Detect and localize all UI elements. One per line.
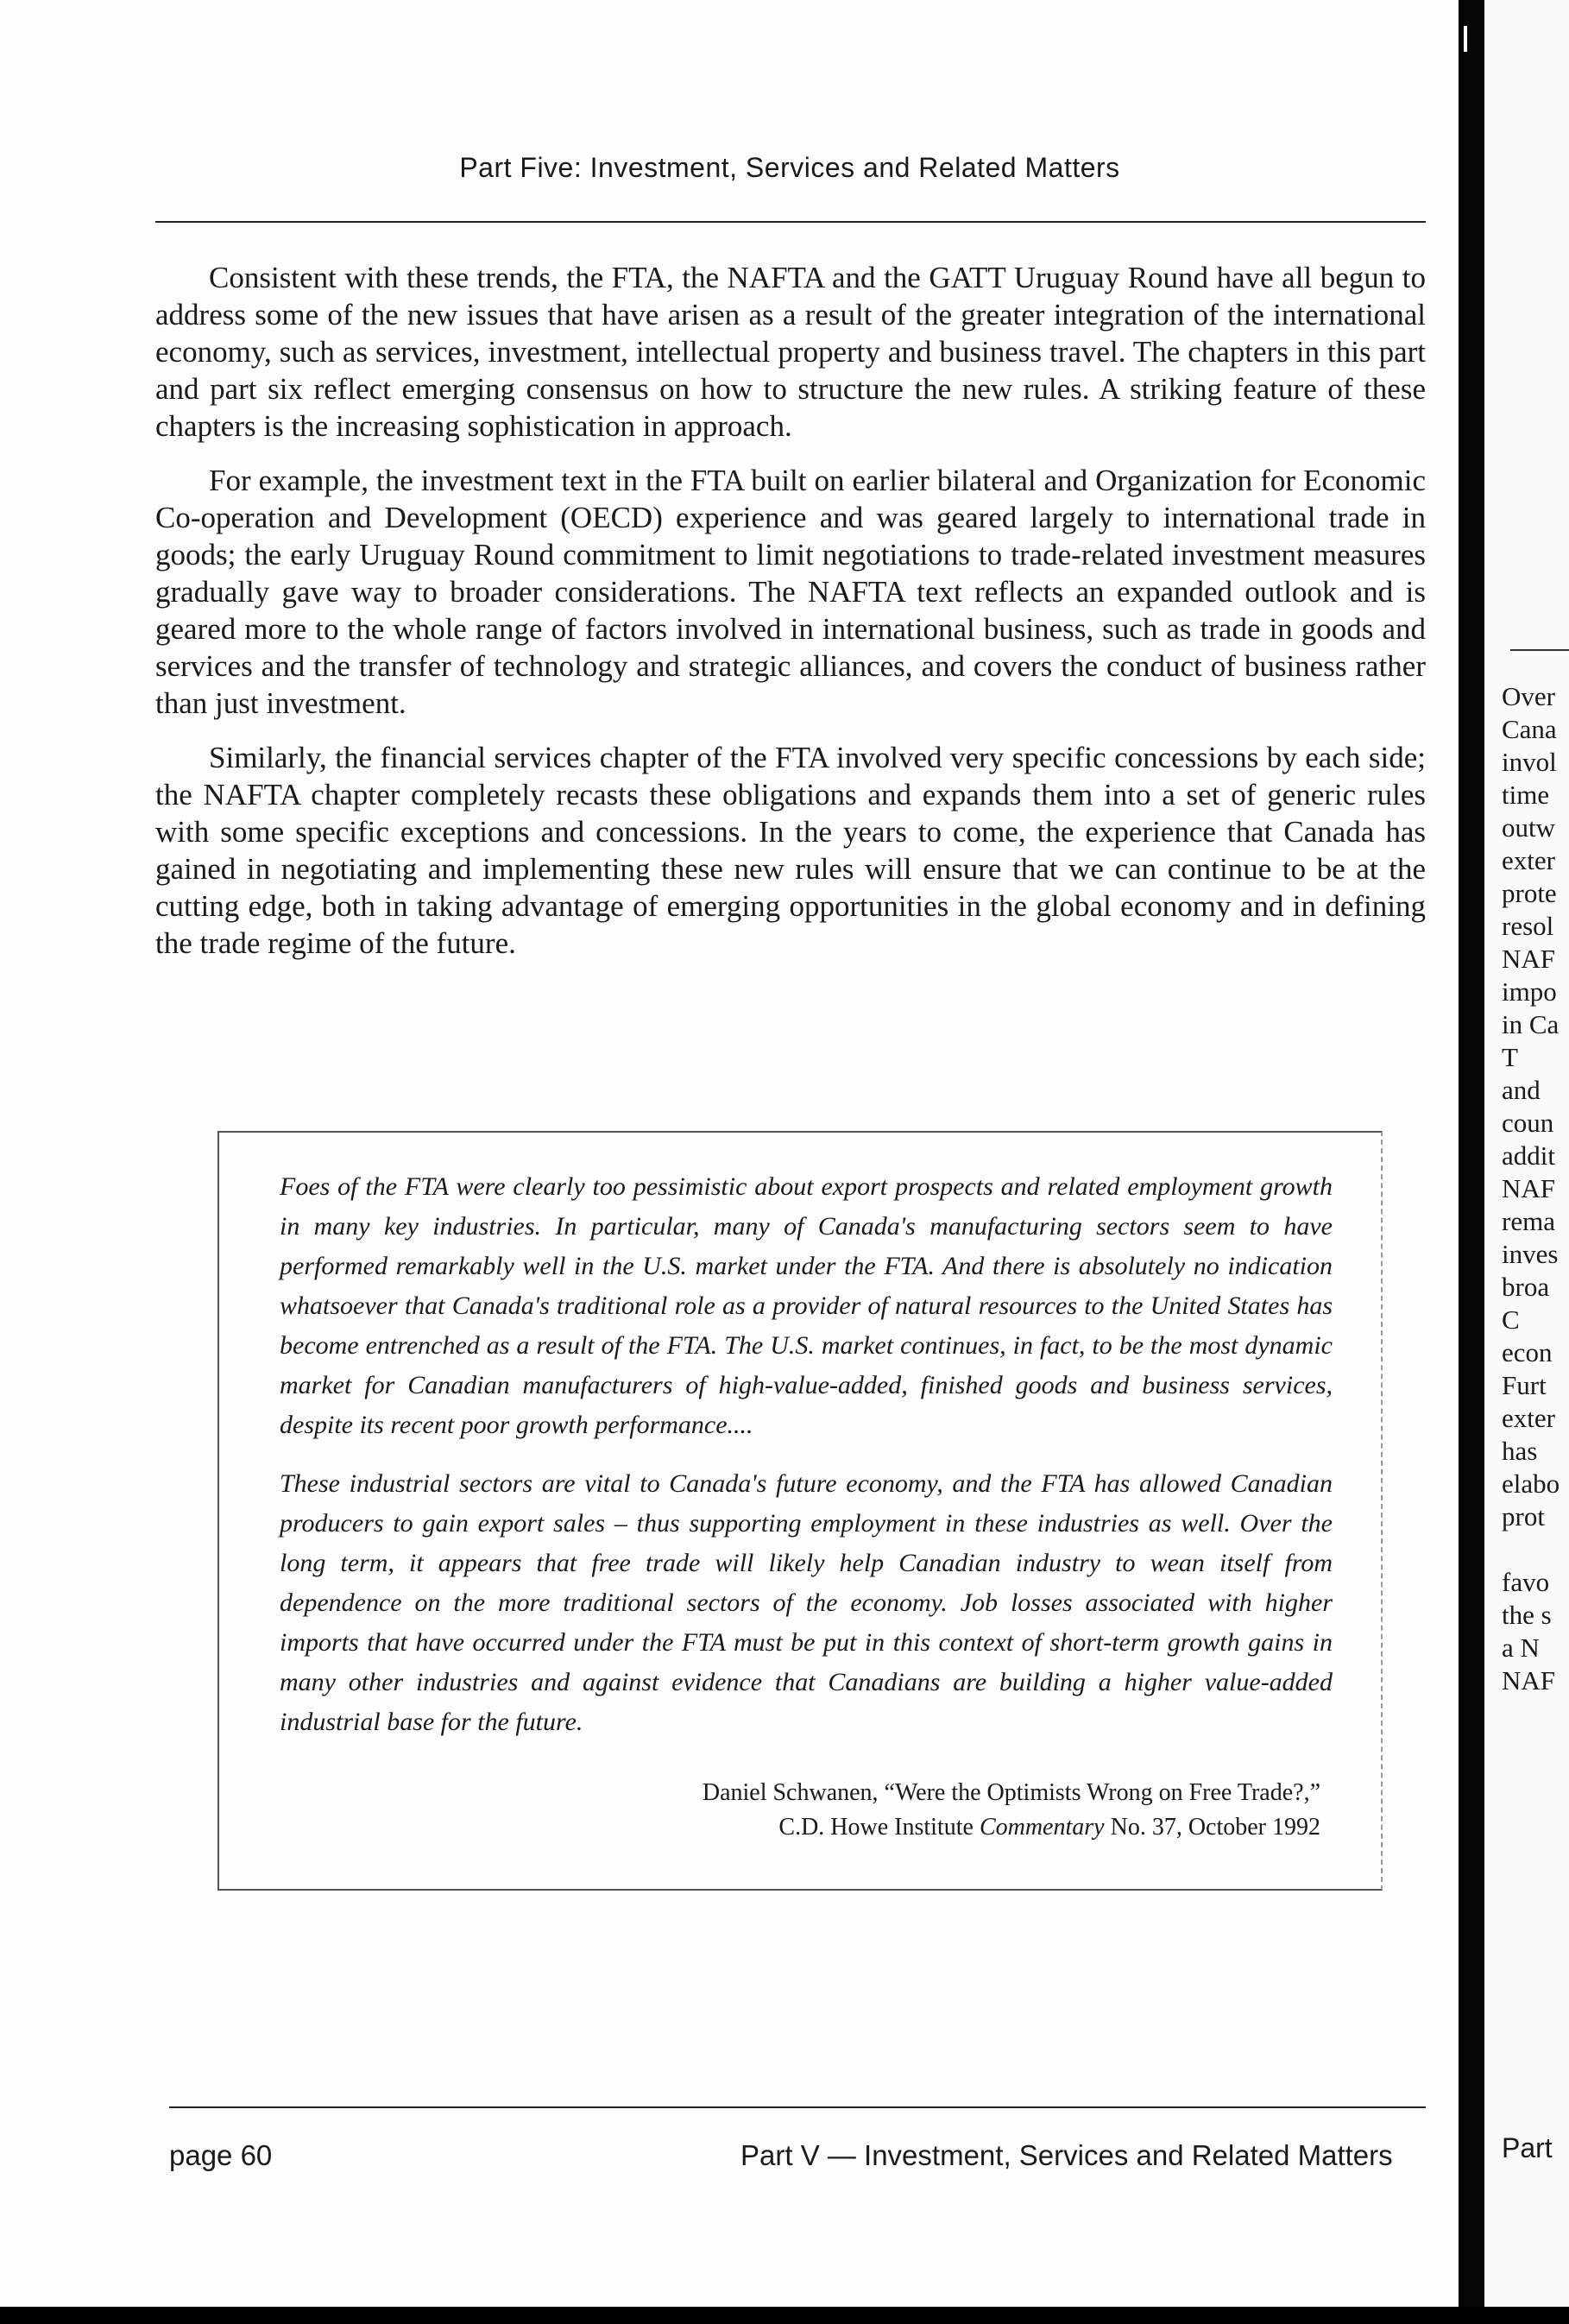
facing-page-line [1502, 1533, 1569, 1566]
facing-page-line: time [1502, 780, 1550, 810]
binding-mark [1464, 26, 1467, 52]
facing-page-line: has [1502, 1436, 1538, 1466]
facing-page-line: exter [1502, 845, 1555, 875]
facing-page-line: C [1502, 1304, 1520, 1335]
facing-page-line: addit [1502, 1140, 1555, 1171]
page-number: page 60 [169, 2139, 273, 2171]
facing-page-line: Furt [1502, 1370, 1547, 1400]
attribution-publisher: C.D. Howe Institute [778, 1814, 980, 1841]
facing-page-line: elabo [1502, 1468, 1560, 1499]
quote-paragraph-2: These industrial sectors are vital to Canada's future economy, and the FTA has allowed Canadian producers to gain export sales – thus supporting employment in these industries as well. Over the long term, it appears that free trade will likely help Canadian industry to wean itself from dependence on the more traditional sectors of the economy. Job losses associated with higher imports that have occurred under the FTA must be put in this context of short-term growth gains in many other industries and against evidence that Canadians are building a higher value-added industrial base for the future. [280, 1469, 1333, 1736]
quote-text [280, 1167, 1333, 1761]
quote-box [217, 1131, 1383, 1891]
body-paragraph-3: Similarly, the financial services chapter of the FTA involved very specific concessions by each side; the NAFTA chapter completely recasts these obligations and expands them into a set of generic rules with some specific exceptions and concessions. In the years to come, the experience that Canada has gained in negotiating and implementing these new rules will ensure that we can continue to be at the cutting edge, both in taking advantage of emerging opportunities in the global economy and in defining the trade regime of the future. [155, 741, 1426, 960]
facing-page-rule [1510, 649, 1569, 651]
facing-page-line: prote [1502, 878, 1557, 908]
facing-page-line: rema [1502, 1206, 1555, 1236]
attribution-line-1: Daniel Schwanen, “Were the Optimists Wrong on Free Trade?,” [702, 1779, 1320, 1806]
facing-page-line: Cana [1502, 714, 1557, 744]
facing-page-line: NAF [1502, 1173, 1556, 1203]
facing-page-line: and [1502, 1075, 1541, 1105]
facing-page-line: resol [1502, 911, 1554, 941]
attribution-series: Commentary [979, 1814, 1105, 1841]
facing-page-line: the s [1502, 1600, 1552, 1630]
facing-page-line: prot [1502, 1501, 1545, 1531]
facing-page-text [1502, 680, 1569, 1697]
facing-page-line: inves [1502, 1239, 1559, 1269]
footer-rule [169, 2106, 1426, 2108]
header-rule [155, 221, 1426, 223]
attribution-issue: No. 37, October 1992 [1104, 1814, 1320, 1841]
facing-page-footer: Part [1502, 2132, 1553, 2163]
quote-paragraph-1: Foes of the FTA were clearly too pessimistic about export prospects and related employment growth in many key industries. In particular, many of Canada's manufacturing sectors seem to have performed remarkably well in the U.S. market under the FTA. And there is absolutely no indication whatsoever that Canada's traditional role as a provider of natural resources to the United States has become entrenched as a result of the FTA. The U.S. market continues, in fact, to be the most dynamic market for Canadian manufacturers of high-value-added, finished goods and business services, despite its recent poor growth performance.... [280, 1172, 1333, 1439]
facing-page-line: exter [1502, 1403, 1555, 1433]
facing-page-line: NAF [1502, 1665, 1556, 1696]
facing-page-line: coun [1502, 1108, 1554, 1138]
facing-page-line: favo [1502, 1567, 1550, 1597]
body-paragraph-1: Consistent with these trends, the FTA, the NAFTA and the GATT Uruguay Round have all begun to address some of the new issues that have arisen as a result of the greater integration of the international economy, such as services, investment, intellectual property and business travel. The chapters in this part and part six reflect emerging consensus on how to structure the new rules. A striking feature of these chapters is the increasing sophistication in approach. [155, 261, 1426, 443]
quote-attribution [544, 1776, 1320, 1845]
facing-page-line: econ [1502, 1337, 1553, 1367]
facing-page-line: in Ca [1502, 1009, 1560, 1039]
body-text [155, 259, 1426, 979]
body-paragraph-2: For example, the investment text in the FTA built on earlier bilateral and Organization for Economic Co-operation and Development (OECD) experience and was geared largely to international trade in goods; the early Uruguay Round commitment to limit negotiations to trade-related investment measures gradually gave way to broader considerations. The NAFTA text reflects an expanded outlook and is geared more to the whole range of factors involved in international business, such as trade in goods and services and the transfer of technology and strategic alliances, and covers the conduct of business rather than just investment. [155, 464, 1426, 720]
facing-page-line: Over [1502, 681, 1555, 711]
facing-page-line: impo [1502, 976, 1557, 1007]
facing-page-line: outw [1502, 812, 1555, 843]
facing-page-line: NAF [1502, 944, 1556, 974]
facing-page-line: T [1502, 1042, 1518, 1072]
facing-page-line: invol [1502, 747, 1557, 777]
book-binding-gutter [1459, 0, 1484, 2324]
facing-page [1484, 0, 1569, 2324]
footer-section-title: Part V — Investment, Services and Related Matters [740, 2139, 1393, 2171]
facing-page-line: a N [1502, 1632, 1540, 1663]
running-head: Part Five: Investment, Services and Related Matters [459, 152, 1120, 183]
scan-bottom-edge [0, 2307, 1569, 2324]
attribution-line-2 [544, 1810, 1320, 1845]
facing-page-line: broa [1502, 1272, 1550, 1302]
